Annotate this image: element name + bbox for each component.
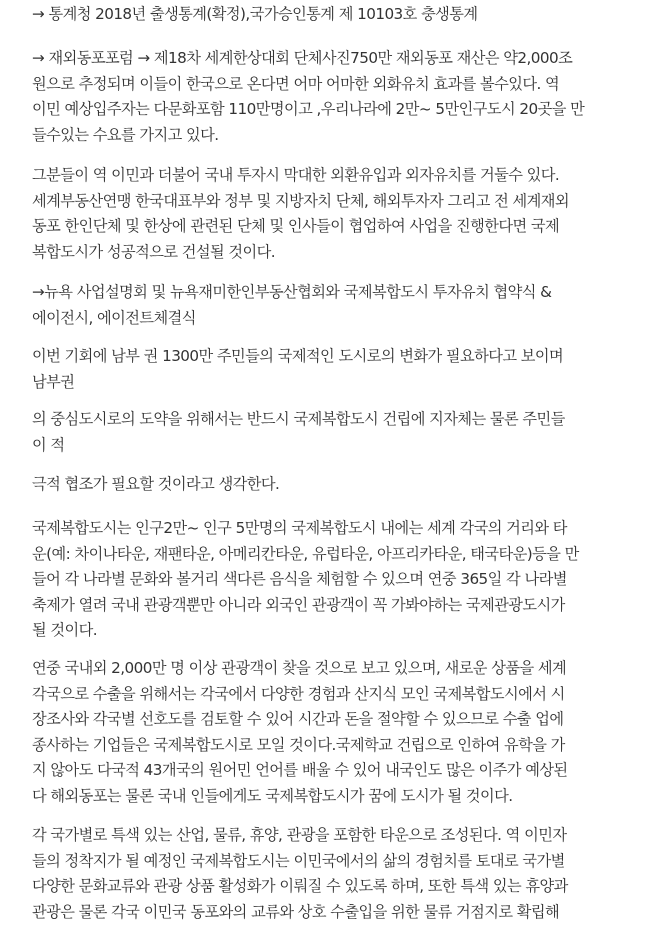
paragraph-cooperation (32, 472, 279, 498)
paragraph-southern-region (32, 344, 563, 395)
paragraph-new-york-briefing (32, 280, 551, 331)
text-line: 종사하는 기업들은 국제복합도시로 모일 것이다.국제학교 건립으로 인하여 유학을 가 (32, 735, 565, 754)
text-line: 이민 예상입주자는 다문화포함 110만명이고 ,우리나라에 2만~ 5만인구도시 20곳을 만 (32, 100, 585, 118)
text-line: → 재외동포포럼 → 제18차 세계한상대회 단체사진750만 재외동포 재산은 약2,000조 (32, 49, 573, 67)
text-line: 연중 국내외 2,000만 명 이상 관광객이 찾을 것으로 보고 있으며, 새로운 상품을 세계 (32, 659, 567, 677)
text-line: 세계부동산연맹 한국대표부와 정부 및 지방자치 단체, 해외투자자 그리고 전 세계재외 (32, 191, 570, 210)
text-line: 이 적 (32, 435, 65, 454)
text-line: 들수있는 수요를 가지고 있다. (32, 125, 219, 144)
text-line: 들의 정착지가 될 예정인 국제복합도시는 이민국에서의 삶의 경험치를 토대로 국가별 (32, 851, 565, 870)
text-line: 에이전시, 에이전트체결식 (32, 308, 196, 327)
text-line: 각 국가별로 특색 있는 산업, 물류, 휴양, 관광을 포함한 타운으로 조성된다. 역 이민자 (32, 826, 567, 844)
text-line: 지 않아도 다국적 43개국의 원어민 언어를 배울 수 있어 내국인도 많은 이주가 예상된 (32, 761, 568, 779)
paragraph-country-towns (32, 823, 568, 925)
paragraph-foreign-investment (32, 163, 569, 265)
paragraph-central-city-leap (32, 407, 565, 458)
text-line: 될 것이다. (32, 621, 98, 639)
text-line: 각국으로 수출을 위해서는 각국에서 다양한 경험과 산지식 모인 국제복합도시에서 시 (32, 684, 565, 703)
paragraph-overseas-korean-forum (32, 46, 584, 148)
text-line: 극적 협조가 필요할 것이라고 생각한다. (32, 475, 280, 493)
text-line: 남부권 (32, 372, 75, 391)
text-line: 축제가 열려 국내 관광객뿐만 아니라 외국인 관광객이 꼭 가봐야하는 국제관광도시가 (32, 595, 565, 614)
text-line: → 통계청 2018년 출생통계(확정),국가승인통계 제 10103호 충생통계 (32, 5, 478, 23)
text-line: 이번 기회에 남부 권 1300만 주민들의 국제적인 도시로의 변화가 필요하다고 보이며 (32, 347, 564, 365)
text-line: →뉴욕 사업설명회 및 뉴욕재미한인부동산협회와 국제복합도시 투자유치 협약식 & (32, 283, 552, 301)
text-line: 그분들이 역 이민과 더불어 국내 투자시 막대한 외환유입과 외자유치를 거둘수 있다. (32, 166, 560, 184)
paragraph-international-towns (32, 516, 579, 644)
text-line: 관광은 물론 각국 이민국 동포와의 교류와 상호 수출입을 위한 물류 거점지로 확립해 (32, 902, 560, 921)
text-line: 원으로 추정되며 이들이 한국으로 온다면 어마 어마한 외화유치 효과를 볼수있다. 역 (32, 74, 560, 93)
text-line: 들어 각 나라별 문화와 볼거리 색다른 음식을 체험할 수 있으며 연중 365일 각 나라별 (32, 570, 567, 588)
text-line: 운(예: 차이나타운, 재팬타운, 아메리칸타운, 유럽타운, 아프리카타운, 태국타운)등을 만 (32, 544, 579, 563)
text-line: 의 중심도시로의 도약을 위해서는 반드시 국제복합도시 건립에 지자체는 물론 주민들 (32, 410, 565, 428)
text-line: 국제복합도시는 인구2만~ 인구 5만명의 국제복합도시 내에는 세계 각국의 거리와 타 (32, 519, 567, 537)
text-line: 동포 한인단체 및 한상에 관련된 단체 및 인사들이 협업하여 사업을 진행한다면 국제 (32, 217, 560, 235)
paragraph-tourists-export (32, 656, 568, 809)
paragraph-birth-stats-source (32, 2, 478, 28)
text-line: 다양한 문화교류와 관광 상품 활성화가 이뤄질 수 있도록 하며, 또한 특색 있는 휴양과 (32, 877, 568, 895)
text-line: 복합도시가 성공적으로 건설될 것이다. (32, 242, 276, 261)
text-line: 다 해외동포는 물론 국내 인들에게도 국제복합도시가 꿈에 도시가 될 것이다. (32, 786, 513, 805)
text-line: 장조사와 각국별 선호도를 검토할 수 있어 시간과 돈을 절약할 수 있으므로 수출 업에 (32, 710, 564, 728)
